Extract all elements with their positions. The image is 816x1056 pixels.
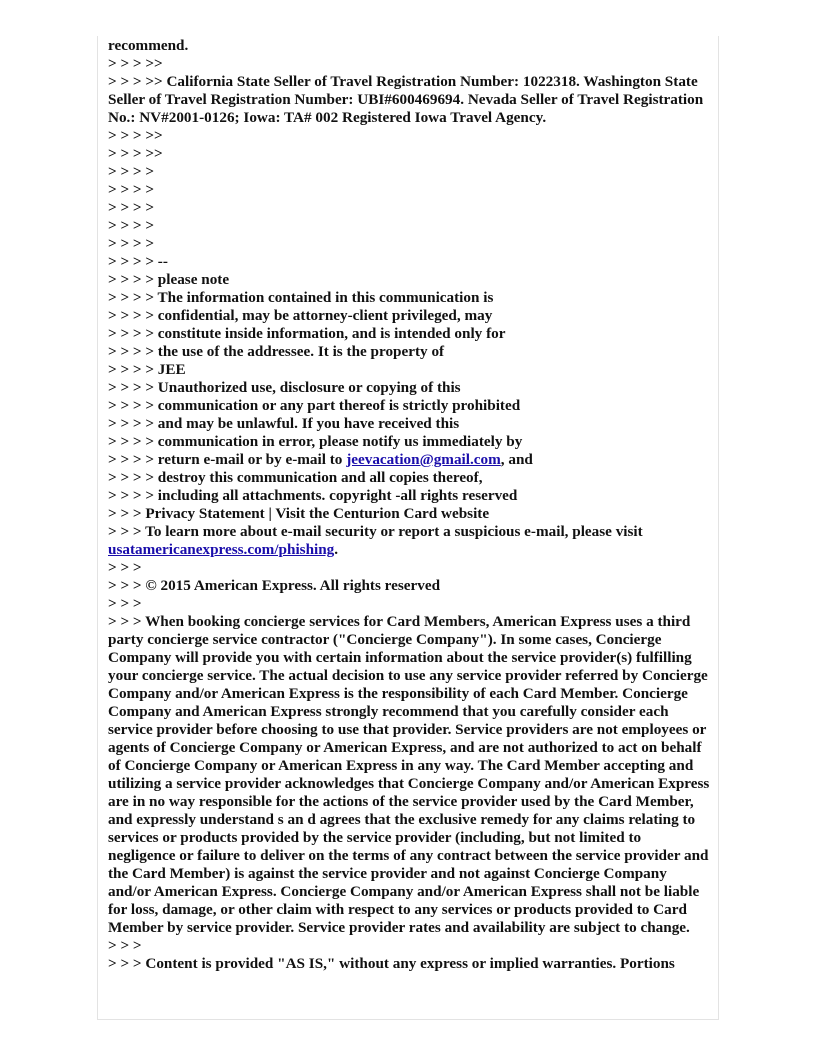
quote-marker-line: > > > > — [108, 217, 155, 234]
text-segment: > > > > return e-mail or by e-mail to — [108, 451, 347, 468]
email-body — [108, 37, 712, 973]
concierge-disclaimer-paragraph: > > > When booking concierge services for Card Members, American Express uses a third party concierge service contractor ("Concierge Company"). In some cases, Concierge Company will provide you with certain information about the service provider(s) fulfilling your concierge service. The actual decision to use any service provider referred by Concierge Company and/or American Express is the responsibility of each Card Member. Concierge Company and American Express strongly recommend that you carefully consider each service provider before choosing to use that provider. Service providers are not employees or agents of Concierge Company or American Express, and are not authorized to act on behalf of Concierge Company or American Express in any way. The Card Member accepting and utilizing a service provider acknowledges that Concierge Company and/or American Express are in no way responsible for the actions of the service provider used by the Card Member, and expressly understand s an d agrees that the exclusive remedy for any claims relating to services or products provided by the service provider (including, but not limited to negligence or failure to deliver on the terms of any contract between the service provider and the Card Member) is against the service provider and not against Concierge Company and/or American Express. Concierge Company and/or American Express shall not be liable for loss, damage, or other claim with respect to any services or products provided to Card Member by service provider. Service provider rates and availability are subject to change. — [108, 613, 710, 936]
text-segment: . — [334, 541, 339, 558]
warranty-disclaimer-line: > > > Content is provided "AS IS," without any express or implied warranties. Portions — [108, 955, 675, 972]
disclaimer-line: > > > > constitute inside information, and is intended only for — [108, 325, 506, 342]
disclaimer-line: > > > > communication in error, please notify us immediately by — [108, 433, 523, 450]
quote-marker-line: > > > — [108, 595, 142, 612]
signature-separator: > > > > -- — [108, 253, 168, 270]
quote-marker-line: > > > >> — [108, 127, 163, 144]
text-segment: > > > To learn more about e-mail security or report a suspicious e-mail, please visit — [108, 523, 643, 540]
quote-marker-line: > > > — [108, 559, 142, 576]
text-line: recommend. — [108, 37, 189, 54]
quote-marker-line: > > > > — [108, 199, 155, 216]
security-notice-line — [108, 523, 712, 559]
quote-marker-line: > > > > — [108, 181, 155, 198]
disclaimer-line: > > > > destroy this communication and all copies thereof, — [108, 469, 483, 486]
disclaimer-line: > > > > JEE — [108, 361, 186, 378]
disclaimer-line: > > > > Unauthorized use, disclosure or copying of this — [108, 379, 461, 396]
email-link[interactable]: jeevacation@gmail.com — [346, 451, 501, 468]
disclaimer-line: > > > > The information contained in this communication is — [108, 289, 494, 306]
quote-marker-line: > > > > — [108, 163, 155, 180]
disclaimer-line: > > > > confidential, may be attorney-client privileged, may — [108, 307, 493, 324]
disclaimer-line: > > > > please note — [108, 271, 230, 288]
privacy-statement-line: > > > Privacy Statement | Visit the Centurion Card website — [108, 505, 490, 522]
quote-marker-line: > > > > — [108, 235, 155, 252]
disclaimer-line: > > > > including all attachments. copyright -all rights reserved — [108, 487, 518, 504]
disclaimer-line-with-email — [108, 451, 712, 469]
quote-marker-line: > > > >> — [108, 145, 163, 162]
phishing-link[interactable]: usatamericanexpress.com/phishing — [108, 541, 335, 558]
copyright-line: > > > © 2015 American Express. All rights reserved — [108, 577, 441, 594]
quote-marker-line: > > > >> — [108, 55, 163, 72]
disclaimer-line: > > > > communication or any part thereof is strictly prohibited — [108, 397, 521, 414]
disclaimer-line: > > > > and may be unlawful. If you have received this — [108, 415, 460, 432]
quote-marker-line: > > > — [108, 937, 142, 954]
seller-of-travel-registration: > > > >> California State Seller of Travel Registration Number: 1022318. Washington State Seller of Travel Registration Number: UBI#600469694. Nevada Seller of Travel Registration No.: NV#2001-0126; Iowa: TA# 002 Registered Iowa Travel Agency. — [108, 73, 704, 126]
disclaimer-line: > > > > the use of the addressee. It is the property of — [108, 343, 445, 360]
text-segment: , and — [500, 451, 533, 468]
